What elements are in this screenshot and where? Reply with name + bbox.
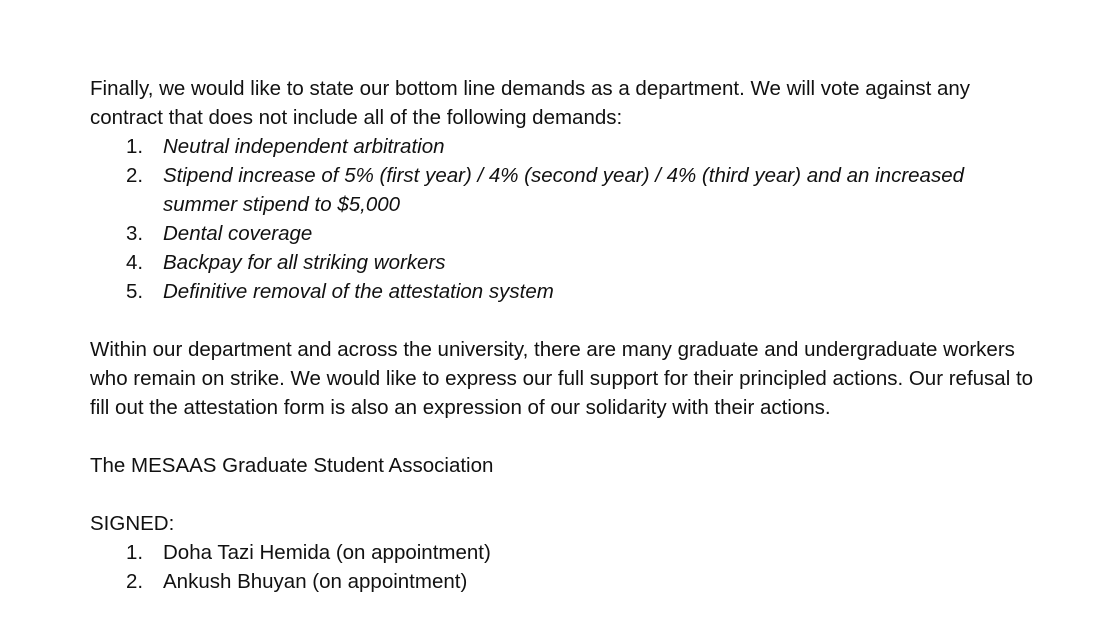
demand-item — [90, 132, 1040, 161]
demand-text: Definitive removal of the attestation system — [163, 280, 554, 303]
demand-text: Backpay for all striking workers — [163, 251, 446, 274]
blank-line — [90, 480, 1040, 509]
demand-text: Neutral independent arbitration — [163, 135, 445, 158]
demand-item — [90, 219, 1040, 248]
document-body — [90, 74, 1040, 596]
signatory-item — [90, 538, 1040, 567]
signed-label: SIGNED: — [90, 512, 175, 535]
signatory-number: 2. — [126, 570, 144, 593]
blank-line — [90, 422, 1040, 451]
organization-name: The MESAAS Graduate Student Association — [90, 454, 494, 477]
demands-list — [90, 132, 1040, 306]
support-paragraph: Within our department and across the university, there are many graduate and undergraduate workers who remain on strike. We would like to express our full support for their principled actions. Our refusal to fill out the attestation form is also an expression of our solidarity with their actions. — [90, 338, 1034, 419]
demand-number: 4. — [126, 251, 144, 274]
intro-paragraph: Finally, we would like to state our bottom line demands as a department. We will vote against any contract that does not include all of the following demands: — [90, 77, 971, 129]
demand-item — [90, 277, 1040, 306]
demand-item — [90, 248, 1040, 277]
demand-number: 3. — [126, 222, 144, 245]
signatory-number: 1. — [126, 541, 144, 564]
demand-text: Stipend increase of 5% (first year) / 4% (second year) / 4% (third year) and an increased summer stipend to $5,000 — [163, 164, 965, 216]
blank-line — [90, 306, 1040, 335]
signatory-name: Ankush Bhuyan (on appointment) — [163, 570, 468, 593]
signatory-name: Doha Tazi Hemida (on appointment) — [163, 541, 491, 564]
signatories-list — [90, 538, 1040, 596]
demand-number: 1. — [126, 135, 144, 158]
demand-number: 2. — [126, 164, 144, 187]
demand-text: Dental coverage — [163, 222, 313, 245]
demand-item — [90, 161, 1040, 219]
demand-number: 5. — [126, 280, 144, 303]
signatory-item — [90, 567, 1040, 596]
